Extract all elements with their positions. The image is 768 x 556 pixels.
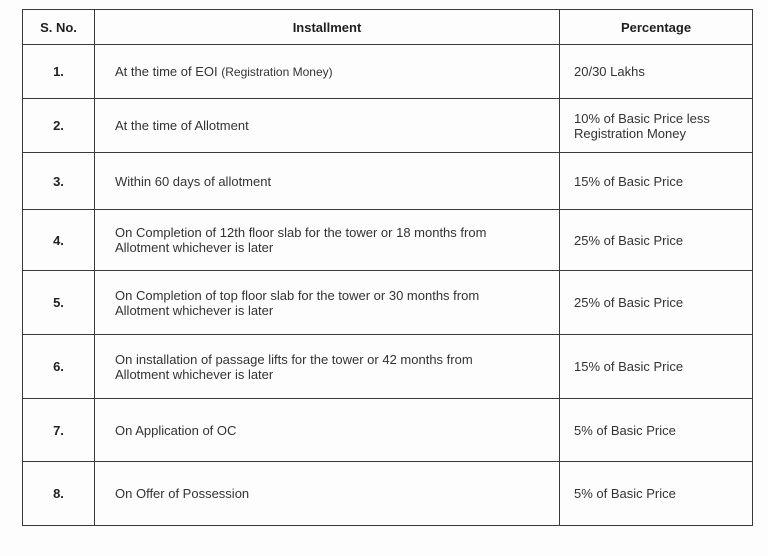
row-percentage: 15% of Basic Price (560, 335, 753, 399)
row-percentage: 20/30 Lakhs (560, 45, 753, 99)
percentage-line: Registration Money (574, 125, 686, 141)
row-sno: 7. (23, 399, 95, 462)
row-sno: 2. (23, 99, 95, 153)
row-percentage: 5% of Basic Price (560, 462, 753, 526)
row-installment: On Application of OC (95, 399, 560, 462)
header-installment: Installment (95, 10, 560, 45)
installment-text: At the time of EOI (115, 63, 218, 79)
table-row (23, 335, 753, 399)
row-sno: 8. (23, 462, 95, 526)
row-percentage: 5% of Basic Price (560, 399, 753, 462)
row-sno: 1. (23, 45, 95, 99)
table-row (23, 45, 753, 99)
row-percentage: 25% of Basic Price (560, 271, 753, 335)
row-sno: 6. (23, 335, 95, 399)
installment-line: Allotment whichever is later (115, 366, 274, 382)
header-percentage: Percentage (560, 10, 753, 45)
row-sno: 4. (23, 210, 95, 271)
table-row (23, 399, 753, 462)
table-row (23, 153, 753, 210)
row-installment (95, 45, 560, 99)
table-row (23, 99, 753, 153)
installment-line: On installation of passage lifts for the tower or 42 months from (115, 351, 473, 367)
row-installment (95, 210, 560, 271)
row-installment (95, 271, 560, 335)
table-header-row (23, 10, 753, 45)
row-installment: At the time of Allotment (95, 99, 560, 153)
row-installment: On Offer of Possession (95, 462, 560, 526)
installment-note: (Registration Money) (221, 64, 333, 79)
row-percentage: 15% of Basic Price (560, 153, 753, 210)
payment-plan-table (22, 9, 753, 526)
header-sno: S. No. (23, 10, 95, 45)
row-installment: Within 60 days of allotment (95, 153, 560, 210)
installment-line: Allotment whichever is later (115, 240, 274, 255)
row-percentage: 25% of Basic Price (560, 210, 753, 271)
percentage-line: 10% of Basic Price less (574, 110, 710, 126)
table-row (23, 271, 753, 335)
installment-line: On Completion of 12th floor slab for the tower or 18 months from (115, 225, 487, 240)
row-sno: 3. (23, 153, 95, 210)
installment-line: On Completion of top floor slab for the tower or 30 months from (115, 287, 480, 303)
table-row (23, 462, 753, 526)
row-installment (95, 335, 560, 399)
table-row (23, 210, 753, 271)
row-percentage (560, 99, 753, 153)
installment-line: Allotment whichever is later (115, 302, 274, 318)
row-sno: 5. (23, 271, 95, 335)
